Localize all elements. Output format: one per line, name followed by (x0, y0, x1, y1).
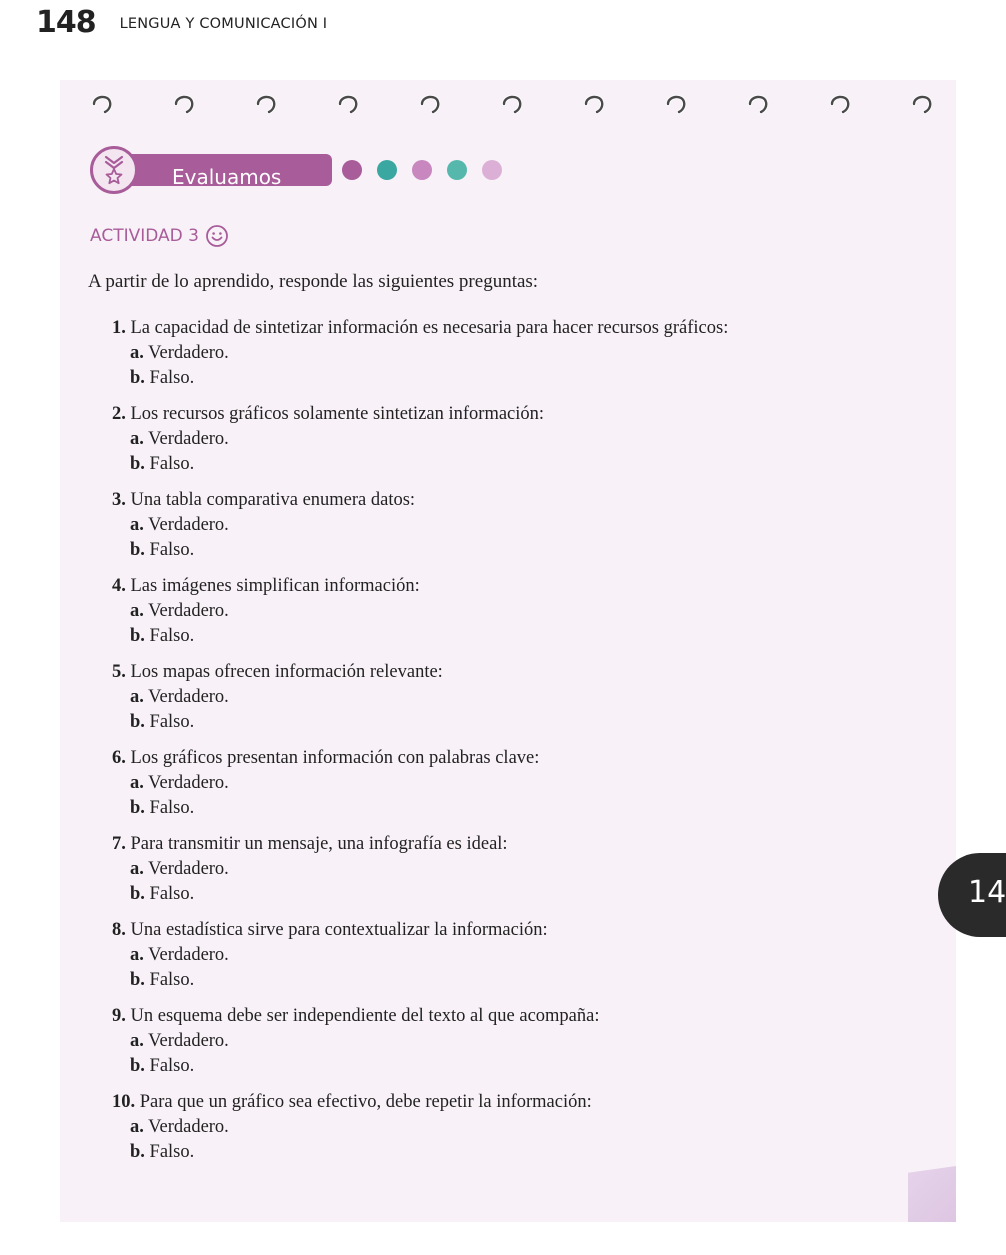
question-number: 2. (112, 404, 126, 424)
option-text: Verdadero. (148, 1031, 229, 1051)
question-line (112, 918, 912, 943)
option-text: Falso. (149, 626, 195, 646)
instruction-text: A partir de lo aprendido, responde las siguientes preguntas: (88, 271, 539, 292)
option-text: Verdadero. (148, 1117, 229, 1137)
option-text: Verdadero. (148, 859, 229, 879)
answer-option (112, 882, 912, 907)
question-number: 6. (112, 748, 126, 768)
question-line (112, 574, 912, 599)
question-line (112, 1004, 912, 1029)
page-fold-corner (908, 1166, 956, 1222)
answer-option (112, 1054, 912, 1079)
spiral-ring (172, 90, 198, 120)
option-text: Verdadero. (148, 687, 229, 707)
option-text: Falso. (149, 540, 195, 560)
option-letter: a. (130, 859, 144, 879)
progress-dot-icon (482, 160, 502, 180)
option-letter: a. (130, 1117, 144, 1137)
option-text: Falso. (149, 712, 195, 732)
option-letter: b. (130, 368, 145, 388)
option-text: Verdadero. (148, 945, 229, 965)
question-text: Un esquema debe ser independiente del texto al que acompaña: (130, 1006, 600, 1026)
option-text: Falso. (149, 1142, 195, 1162)
activity-heading (90, 222, 229, 250)
option-text: Verdadero. (148, 515, 229, 535)
answer-option (112, 599, 912, 624)
question-item (112, 1090, 912, 1165)
option-letter: b. (130, 1142, 145, 1162)
question-line (112, 832, 912, 857)
question-item (112, 660, 912, 735)
option-letter: b. (130, 626, 145, 646)
question-item (112, 832, 912, 907)
option-text: Verdadero. (148, 601, 229, 621)
option-text: Verdadero. (148, 343, 229, 363)
option-letter: a. (130, 429, 144, 449)
spiral-ring (828, 90, 854, 120)
question-list (112, 316, 912, 1176)
answer-option (112, 771, 912, 796)
progress-dots (342, 160, 502, 180)
question-line (112, 488, 912, 513)
answer-option (112, 1029, 912, 1054)
notebook-card (60, 80, 956, 1222)
page-number: 148 (36, 4, 96, 40)
section-banner-bar (112, 154, 332, 189)
option-text: Falso. (149, 970, 195, 990)
spiral-ring (910, 90, 936, 120)
progress-dot-icon (377, 160, 397, 180)
option-letter: b. (130, 712, 145, 732)
answer-option (112, 1115, 912, 1140)
question-item (112, 402, 912, 477)
question-item (112, 574, 912, 649)
option-letter: a. (130, 343, 144, 363)
page-header (36, 2, 327, 42)
question-line (112, 1090, 912, 1115)
question-number: 1. (112, 318, 126, 338)
option-letter: a. (130, 515, 144, 535)
question-item (112, 488, 912, 563)
answer-option (112, 624, 912, 649)
question-number: 7. (112, 834, 126, 854)
answer-option (112, 427, 912, 452)
question-number: 4. (112, 576, 126, 596)
option-letter: a. (130, 773, 144, 793)
course-title: LENGUA Y COMUNICACIÓN I (119, 16, 328, 32)
progress-dot-icon (342, 160, 362, 180)
spiral-ring (90, 90, 116, 120)
spiral-ring (500, 90, 526, 120)
question-item (112, 316, 912, 391)
option-letter: b. (130, 970, 145, 990)
question-text: Una tabla comparativa enumera datos: (130, 490, 416, 510)
answer-option (112, 943, 912, 968)
question-number: 3. (112, 490, 126, 510)
question-line (112, 746, 912, 771)
question-number: 5. (112, 662, 126, 682)
medal-star-icon (90, 146, 138, 194)
option-letter: a. (130, 945, 144, 965)
answer-option (112, 685, 912, 710)
option-text: Verdadero. (148, 429, 229, 449)
question-item (112, 918, 912, 993)
question-text: Las imágenes simplifican información: (130, 576, 420, 596)
progress-dot-icon (447, 160, 467, 180)
spiral-ring (664, 90, 690, 120)
option-letter: b. (130, 1056, 145, 1076)
answer-option (112, 796, 912, 821)
spiral-ring (746, 90, 772, 120)
section-title: Evaluamos (172, 165, 282, 189)
question-number: 10. (112, 1092, 136, 1112)
question-text: Los mapas ofrecen información relevante: (130, 662, 443, 682)
activity-label: ACTIVIDAD 3 (90, 226, 199, 246)
option-letter: b. (130, 798, 145, 818)
option-text: Falso. (149, 884, 195, 904)
spiral-ring (336, 90, 362, 120)
answer-option (112, 452, 912, 477)
spiral-rings (90, 90, 930, 124)
question-text: La capacidad de sintetizar información es necesaria para hacer recursos gráficos: (130, 318, 729, 338)
option-letter: a. (130, 687, 144, 707)
answer-option (112, 538, 912, 563)
answer-option (112, 710, 912, 735)
question-line (112, 402, 912, 427)
answer-option (112, 366, 912, 391)
spiral-ring (582, 90, 608, 120)
option-text: Falso. (149, 798, 195, 818)
question-text: Para transmitir un mensaje, una infografía es ideal: (130, 834, 508, 854)
option-letter: a. (130, 1031, 144, 1051)
option-letter: b. (130, 454, 145, 474)
question-item (112, 1004, 912, 1079)
answer-option (112, 857, 912, 882)
section-banner (90, 146, 340, 196)
question-text: Los recursos gráficos solamente sintetizan información: (130, 404, 545, 424)
option-text: Falso. (149, 1056, 195, 1076)
spiral-ring (254, 90, 280, 120)
answer-option (112, 341, 912, 366)
spiral-ring (418, 90, 444, 120)
progress-dot-icon (412, 160, 432, 180)
question-number: 8. (112, 920, 126, 940)
question-text: Una estadística sirve para contextualizar la información: (130, 920, 548, 940)
question-line (112, 316, 912, 341)
option-letter: b. (130, 540, 145, 560)
option-letter: a. (130, 601, 144, 621)
question-line (112, 660, 912, 685)
smiley-icon (205, 224, 229, 248)
question-text: Los gráficos presentan información con palabras clave: (130, 748, 540, 768)
answer-option (112, 1140, 912, 1165)
answer-option (112, 968, 912, 993)
answer-option (112, 513, 912, 538)
question-item (112, 746, 912, 821)
question-text: Para que un gráfico sea efectivo, debe repetir la información: (139, 1092, 592, 1112)
option-text: Verdadero. (148, 773, 229, 793)
option-text: Falso. (149, 368, 195, 388)
question-number: 9. (112, 1006, 126, 1026)
option-text: Falso. (149, 454, 195, 474)
option-letter: b. (130, 884, 145, 904)
side-tab-label: 14 (968, 875, 1006, 910)
